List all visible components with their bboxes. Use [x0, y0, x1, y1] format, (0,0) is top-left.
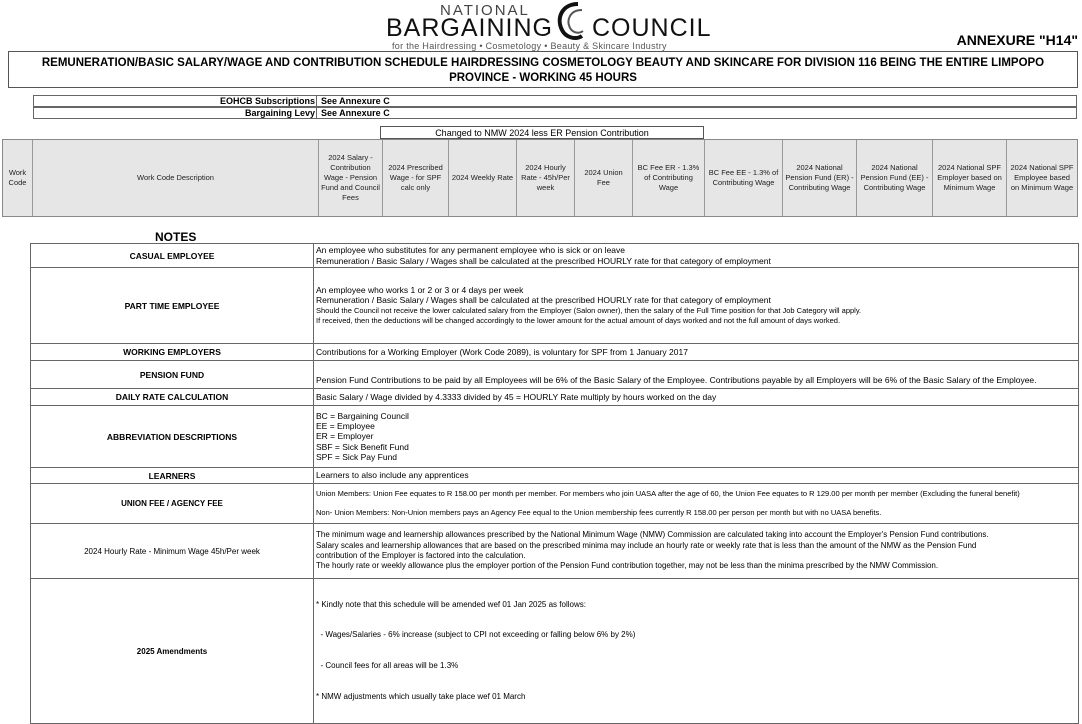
notes-label: DAILY RATE CALCULATION — [31, 389, 314, 406]
notes-line: ER = Employer — [316, 431, 374, 442]
column-header-pension-er: 2024 National Pension Fund (ER) - Contributing Wage — [783, 140, 857, 216]
notes-row-abbreviations — [31, 406, 1079, 468]
notes-heading: NOTES — [155, 230, 197, 244]
notes-label: 2025 Amendments — [31, 579, 314, 724]
notes-text — [314, 244, 1079, 268]
table-header-row — [2, 139, 1078, 217]
logo-council-text: COUNCIL — [592, 14, 712, 42]
notes-row-pension — [31, 361, 1079, 389]
notes-text — [314, 579, 1079, 724]
notes-row-amendments — [31, 579, 1079, 724]
notes-row-working-employers — [31, 344, 1079, 361]
notes-line: Remuneration / Basic Salary / Wages shall be calculated at the prescribed HOURLY rate for that category of employment — [316, 255, 771, 266]
notes-text — [314, 406, 1079, 468]
notes-label: ABBREVIATION DESCRIPTIONS — [31, 406, 314, 468]
column-header-spf-employer: 2024 National SPF Employer based on Minimum Wage — [933, 140, 1007, 216]
subscription-label: Bargaining Levy — [244, 108, 315, 118]
subscription-value: See Annexure C — [321, 96, 390, 106]
notes-line: SBF = Sick Benefit Fund — [316, 441, 409, 452]
notes-row-union-fee — [31, 484, 1079, 524]
notes-label: CASUAL EMPLOYEE — [31, 244, 314, 268]
column-header-pension-ee: 2024 National Pension Fund (EE) - Contributing Wage — [857, 140, 933, 216]
column-header-work-code: Work Code — [3, 140, 33, 216]
notes-line: The minimum wage and learnership allowances prescribed by the National Minimum Wage (NMW) Commission are calculated taking into account the Employer's Pension Fund contributions. — [316, 530, 989, 540]
subscription-row-levy — [33, 107, 1077, 119]
notes-row-daily-rate — [31, 389, 1079, 406]
notes-label: 2024 Hourly Rate - Minimum Wage 45h/Per week — [31, 524, 314, 579]
notes-line: Should the Council not receive the lower calculated salary from the Employer (Salon owner), then the salary of the Full Time position for that Job Category will apply. — [316, 305, 862, 315]
column-header-weekly-rate: 2024 Weekly Rate — [449, 140, 517, 216]
column-header-prescribed-wage: 2024 Prescribed Wage - for SPF calc only — [383, 140, 449, 216]
notes-row-part-time — [31, 268, 1079, 344]
column-header-spf-employee: 2024 National SPF Employee based on Minimum Wage — [1010, 163, 1074, 192]
notes-text: Basic Salary / Wage divided by 4.3333 divided by 45 = HOURLY Rate multiply by hours worked on the day — [314, 389, 1079, 406]
title-line-2: PROVINCE - WORKING 45 HOURS — [449, 72, 637, 84]
changed-note: Changed to NMW 2024 less ER Pension Contribution — [380, 126, 704, 139]
notes-label: PENSION FUND — [31, 361, 314, 389]
notes-text — [314, 268, 1079, 344]
subscription-row-eohcb — [33, 95, 1077, 107]
title-line-1: REMUNERATION/BASIC SALARY/WAGE AND CONTRIBUTION SCHEDULE HAIRDRESSING COSMETOLOGY BEAUTY AND SKINCARE FOR DIVISION 116 BEING THE ENTIRE LIMPOPO — [41, 57, 1045, 69]
notes-row-learners — [31, 468, 1079, 484]
notes-line: - Wages/Salaries - 6% increase (subject to CPI not exceeding or falling below 6% by 2%) — [316, 630, 636, 640]
notes-text — [314, 524, 1079, 579]
notes-line: EE = Employee — [316, 421, 375, 432]
notes-line: Remuneration / Basic Salary / Wages shall be calculated at the prescribed HOURLY rate for that category of employment — [316, 295, 771, 306]
notes-line: Non- Union Members: Non-Union members pays an Agency Fee equal to the Union membership fees currently R 158.00 per person per month but with no UASA benefits. — [316, 508, 882, 517]
notes-line: Salary scales and learnership allowances that are based on the prescribed minima may include an hourly rate or weekly rate that is less than the amount of the NMW as the Pension Fund — [316, 540, 977, 550]
column-header-hourly-rate: 2024 Hourly Rate - 45h/Per week — [517, 140, 575, 216]
notes-text — [314, 484, 1079, 524]
notes-text: Learners to also include any apprentices — [314, 468, 1079, 484]
subscription-value: See Annexure C — [321, 108, 390, 118]
notes-line: BC = Bargaining Council — [316, 410, 409, 421]
notes-table — [30, 243, 1079, 724]
notes-line: SPF = Sick Pay Fund — [316, 451, 398, 462]
notes-text: Pension Fund Contributions to be paid by all Employees will be 6% of the Basic Salary of the Employee. Contributions payable by all Employers will be 6% of the Basic Salary of the Employee. — [314, 361, 1079, 389]
column-header-salary: 2024 Salary - Contribution Wage - Pension Fund and Council Fees — [319, 140, 383, 216]
divider — [316, 108, 317, 119]
notes-text: Contributions for a Working Employer (Work Code 2089), is voluntary for SPF from 1 January 2017 — [314, 344, 1079, 361]
notes-line: * NMW adjustments which usually take place wef 01 March — [316, 692, 526, 702]
notes-line: - Council fees for all areas will be 1.3% — [316, 661, 459, 671]
divider — [316, 96, 317, 107]
notes-label: LEARNERS — [31, 468, 314, 484]
notes-row-hourly-rate — [31, 524, 1079, 579]
notes-label: WORKING EMPLOYERS — [31, 344, 314, 361]
council-logo-icon — [548, 0, 592, 42]
notes-row-casual — [31, 244, 1079, 268]
annexure-label: ANNEXURE "H14" — [956, 32, 1078, 48]
logo-national-text: NATIONAL — [440, 2, 530, 19]
column-header-description: Work Code Description — [33, 140, 319, 216]
column-header-bc-fee-ee: BC Fee EE - 1.3% of Contributing Wage — [705, 140, 783, 216]
schedule-title — [8, 51, 1078, 88]
notes-line: If received, then the deductions will be changed accordingly to the lower amount for the actual amount of days worked and not the full amount of days worked. — [316, 315, 841, 325]
notes-line: Union Members: Union Fee equates to R 158.00 per month per member. For members who join UASA after the age of 60, the Union Fee equates to R 129.00 per month per member (Excluding the funeral benefit) — [316, 488, 1020, 498]
notes-line: The hourly rate or weekly allowance plus the employer portion of the Pension Fund contribution together, may not be less than the minima prescribed by the NMW Commission. — [316, 561, 939, 571]
column-header-union-fee: 2024 Union Fee — [575, 140, 633, 216]
notes-label: UNION FEE / AGENCY FEE — [31, 484, 314, 524]
logo-tagline: for the Hairdressing • Cosmetology • Beauty & Skincare Industry — [392, 41, 667, 51]
notes-line: * Kindly note that this schedule will be amended wef 01 Jan 2025 as follows: — [316, 599, 586, 609]
notes-line: An employee who works 1 or 2 or 3 or 4 days per week — [316, 284, 524, 295]
subscription-label: EOHCB Subscriptions — [219, 96, 315, 106]
notes-label: PART TIME EMPLOYEE — [31, 268, 314, 344]
column-header-bc-fee-er: BC Fee ER - 1.3% of Contributing Wage — [633, 140, 705, 216]
notes-line: contribution of the Employer is factored into the calculation. — [316, 551, 526, 560]
logo-bargaining-text: BARGAINING — [386, 14, 553, 42]
notes-line: An employee who substitutes for any permanent employee who is sick or on leave — [316, 245, 625, 256]
